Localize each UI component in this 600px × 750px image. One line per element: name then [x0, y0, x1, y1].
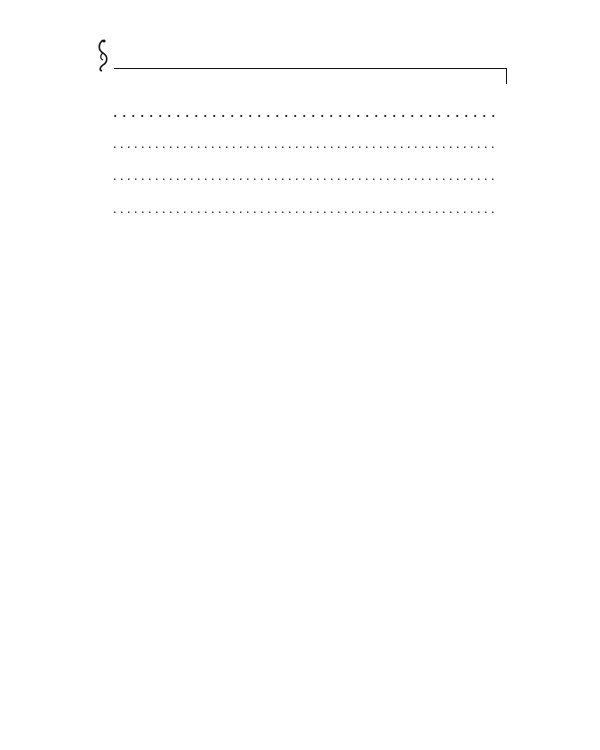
leader-dots — [113, 100, 495, 122]
toc-afterword[interactable] — [110, 168, 498, 186]
toc-chapter-4[interactable] — [110, 100, 498, 122]
header-rule — [114, 68, 506, 69]
leader-dots — [113, 201, 495, 219]
toc-sources[interactable] — [110, 201, 498, 219]
toc-conclusion[interactable] — [110, 136, 498, 154]
header-text — [118, 50, 126, 66]
leader-dots — [113, 136, 495, 154]
ornament-icon — [94, 38, 112, 72]
table-of-contents — [110, 84, 498, 225]
running-header — [94, 40, 506, 66]
leader-dots — [113, 168, 495, 186]
